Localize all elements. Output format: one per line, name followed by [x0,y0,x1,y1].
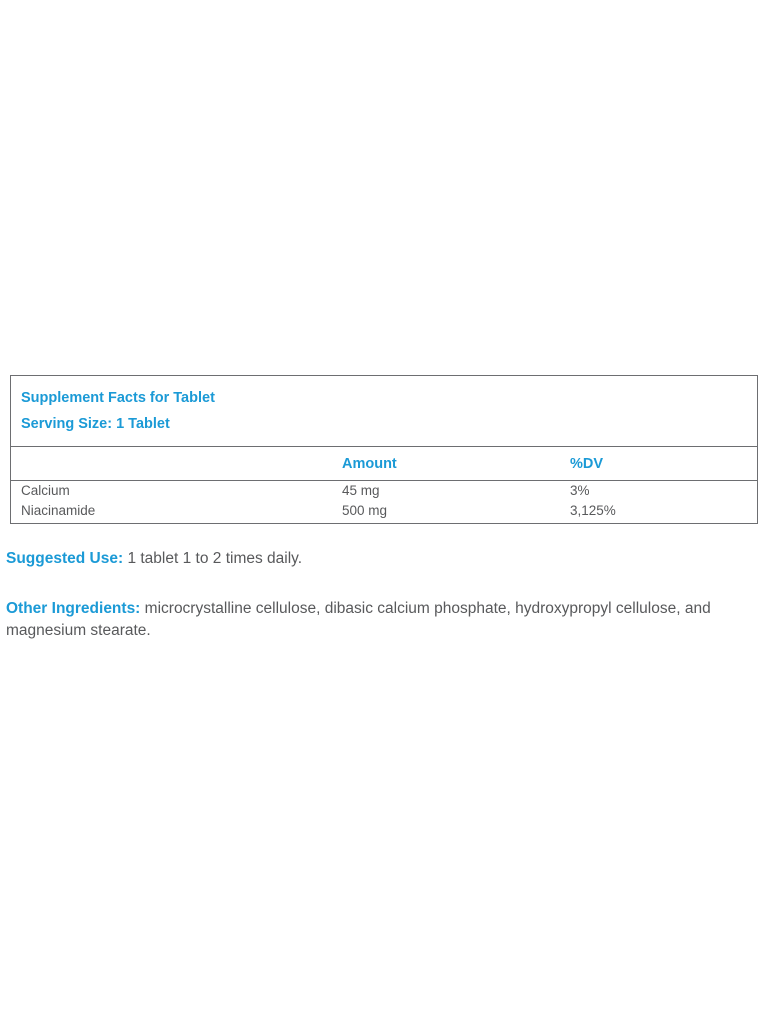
suggested-use-label: Suggested Use: [6,550,124,567]
other-ingredients-label: Other Ingredients: [6,600,141,617]
other-ingredients-paragraph [6,598,762,642]
nutrient-amount: 45 mg [342,482,380,498]
nutrient-name: Calcium [21,482,70,498]
table-header-row [11,447,757,480]
suggested-use-paragraph [6,548,762,570]
supplement-facts-table [11,447,757,480]
nutrient-dv: 3% [570,482,590,498]
nutrient-amount: 500 mg [342,502,388,518]
supplement-facts-header [11,376,757,446]
nutrient-rows-table [11,481,757,521]
serving-size-label: Serving Size: 1 Tablet [21,415,170,432]
table-row [11,481,757,501]
table-row [11,501,757,521]
suggested-use-text: 1 tablet 1 to 2 times daily. [127,550,303,567]
column-header-dv: %DV [570,455,604,472]
nutrient-name: Niacinamide [21,502,96,518]
supplement-facts-panel [10,375,758,524]
other-ingredients-text: microcrystalline cellulose, dibasic calcium phosphate, hydroxypropyl cellulose, and magnesium stearate. [6,600,711,639]
supplement-facts-body [11,481,757,523]
nutrient-dv: 3,125% [570,502,616,518]
supplement-facts-title: Supplement Facts for Tablet [21,390,215,406]
column-header-nutrient [11,447,342,480]
column-header-amount: Amount [342,455,397,472]
